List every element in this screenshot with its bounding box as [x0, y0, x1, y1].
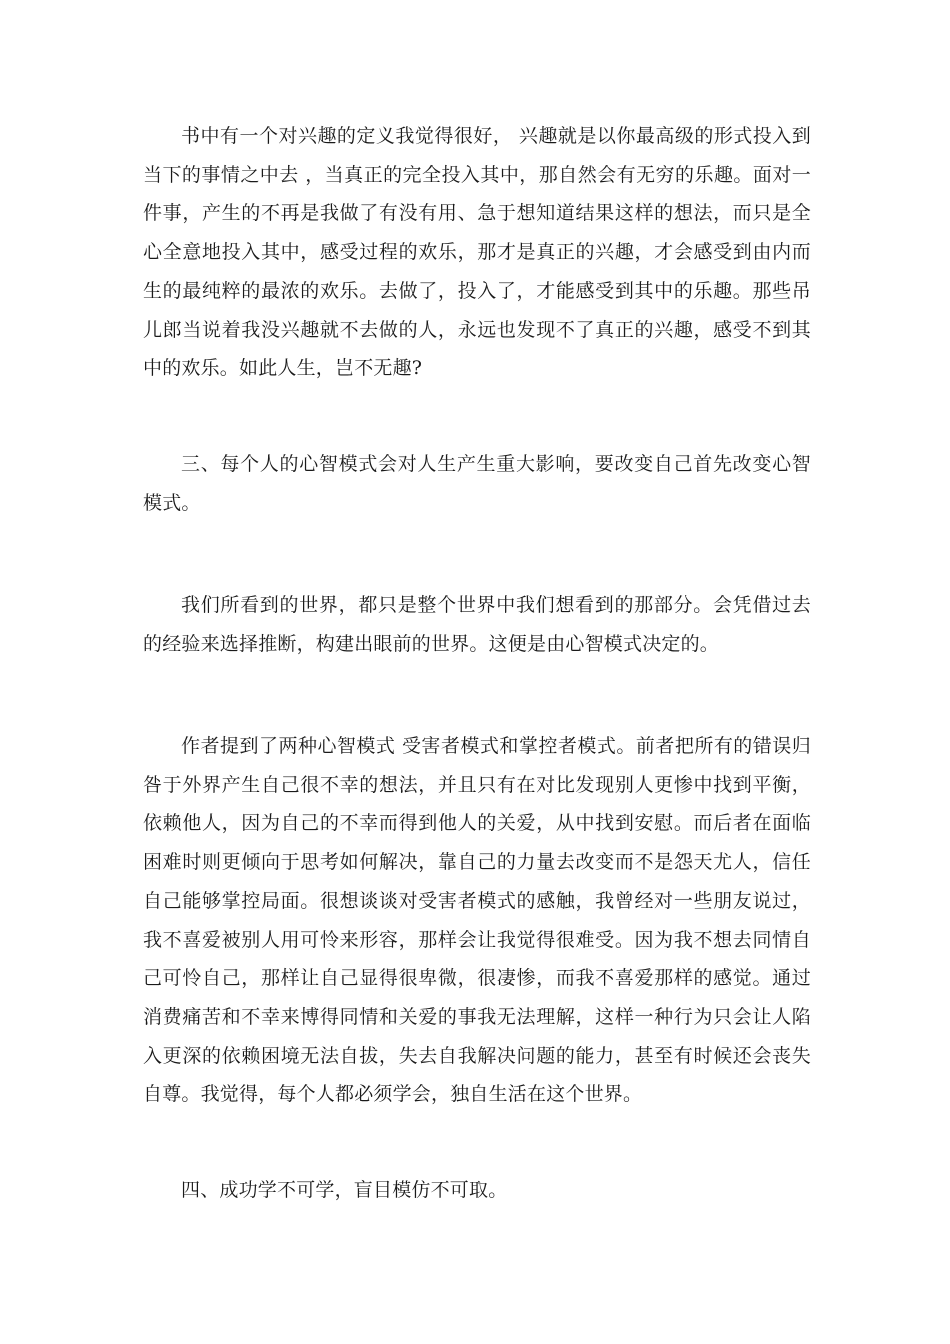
section-heading-mental-models: 三、每个人的心智模式会对人生产生重大影响，要改变自己首先改变心智模式。: [143, 453, 811, 514]
paragraph-interest-definition: 书中有一个对兴趣的定义我觉得很好， 兴趣就是以你最高级的形式投入到当下的事情之中去 ，当真正的完全投入其中，那自然会有无穷的乐趣。面对一件事，产生的不再是我做了有没有用、急于想知道结果这样的想法，而只是全心全意地投入其中，感受过程的欢乐，那才是真正的兴趣，才会感受到由内而生的最纯粹的最浓的欢乐。去做了，投入了，才能感受到其中的乐趣。那些吊儿郎当说着我没兴趣就不去做的人，永远也发现不了真正的兴趣，感受不到其中的欢乐。如此人生，岂不无趣?: [143, 125, 811, 380]
paragraph-victim-vs-controller: 作者提到了两种心智模式 受害者模式和掌控者模式。前者把所有的错误归咎于外界产生自己很不幸的想法，并且只有在对比发现别人更惨中找到平衡，依赖他人，因为自己的不幸而得到他人的关爱，从中找到安慰。而后者在面临困难时则更倾向于思考如何解决，靠自己的力量去改变而不是怨天尤人，信任自己能够掌控局面。很想谈谈对受害者模式的感触，我曾经对一些朋友说过，我不喜爱被别人用可怜来形容，那样会让我觉得很难受。因为我不想去同情自己可怜自己，那样让自己显得很卑微，很凄惨，而我不喜爱那样的感觉。通过消费痛苦和不幸来博得同情和关爱的事我无法理解，这样一种行为只会让人陷入更深的依赖困境无法自拔，失去自我解决问题的能力，甚至有时候还会丧失自尊。我觉得，每个人都必须学会，独自生活在这个世界。: [143, 735, 811, 1106]
paragraph-world-view: 我们所看到的世界，都只是整个世界中我们想看到的那部分。会凭借过去的经验来选择推断，构建出眼前的世界。这便是由心智模式决定的。: [143, 594, 811, 655]
section-heading-success-studies: 四、成功学不可学，盲目模仿不可取。: [181, 1179, 508, 1201]
